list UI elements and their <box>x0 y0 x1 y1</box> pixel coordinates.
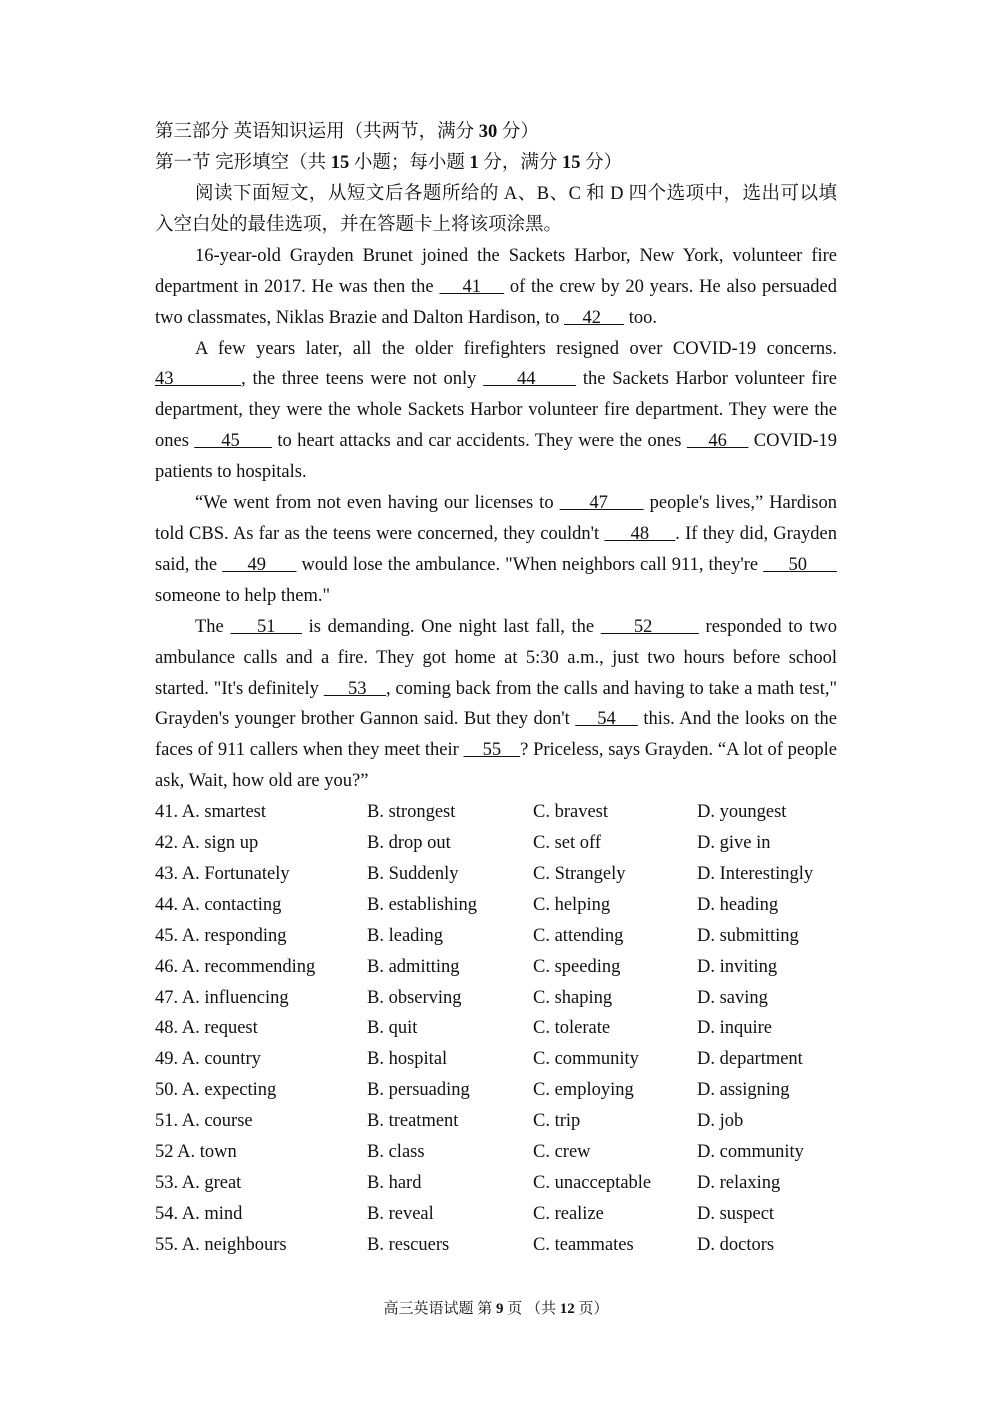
option-c: C. shaping <box>533 987 613 1008</box>
option-a: 44. A. contacting <box>155 894 282 915</box>
option-c: C. helping <box>533 894 611 915</box>
option-d: D. suspect <box>697 1203 775 1224</box>
option-row-54 <box>155 1199 837 1230</box>
option-a: 53. A. great <box>155 1173 242 1193</box>
blank-46: 46 <box>686 431 749 452</box>
option-row-51 <box>155 1106 837 1137</box>
option-b: B. hard <box>367 1173 422 1193</box>
passage-paragraph-4 <box>155 612 837 797</box>
question-count: 15 <box>330 153 350 173</box>
option-a: 48. A. request <box>155 1018 258 1039</box>
option-d: D. assigning <box>697 1080 790 1101</box>
page-footer <box>0 1299 992 1319</box>
option-c: C. Strangely <box>533 863 626 884</box>
blank-47: 47 <box>559 493 644 514</box>
option-a: 43. A. Fortunately <box>155 863 290 884</box>
passage-text: 16-year-old Grayden Brunet joined the Sackets Harbor, New York, volunteer fire department in 2017. He was then the <box>155 245 837 297</box>
option-b: B. reveal <box>367 1203 434 1224</box>
blank-55: 55 <box>463 740 521 761</box>
option-d: D. department <box>697 1049 803 1070</box>
option-d: D. saving <box>697 987 768 1008</box>
blank-42: 42 <box>563 307 625 328</box>
option-row-49 <box>155 1044 837 1075</box>
option-a: 41. A. smartest <box>155 802 266 823</box>
option-a: 45. A. responding <box>155 925 287 946</box>
blank-48: 48 <box>604 523 676 544</box>
option-b: B. quit <box>367 1018 418 1039</box>
passage-text: is demanding. One night last fall, the <box>302 616 601 637</box>
blank-45: 45 <box>194 431 272 452</box>
option-row-48 <box>155 1013 837 1044</box>
passage-text: too. <box>624 307 657 328</box>
option-row-41 <box>155 797 837 828</box>
total-pages: 12 <box>559 1301 575 1317</box>
footer-text: 页 （共 <box>503 1301 560 1317</box>
option-d: D. inquire <box>697 1018 773 1039</box>
passage-text: COVID-19 patients to hospitals. <box>155 431 837 483</box>
passage-text: would lose the ambulance. "When neighbors call 911, they're <box>296 554 764 575</box>
option-d: D. inviting <box>697 956 778 977</box>
passage-text: , coming back from the calls and having to take a math test," Grayden's younger brother Gannon said. But they don't <box>155 678 838 730</box>
option-c: C. set off <box>533 833 602 854</box>
passage-text: “We went from not even having our licenses to <box>195 493 560 514</box>
passage-text: responded to two ambulance calls and a fire. They got home at 5:30 a.m., just two hours before school started. "It's definitely <box>155 616 837 699</box>
footer-text: 页） <box>574 1301 609 1317</box>
option-b: B. establishing <box>367 894 477 915</box>
option-b: B. class <box>367 1142 425 1163</box>
option-c: C. speeding <box>533 956 621 977</box>
option-d: D. community <box>697 1142 804 1163</box>
points-each: 1 <box>469 153 479 173</box>
option-row-43 <box>155 859 837 890</box>
option-a: 50. A. expecting <box>155 1080 277 1101</box>
passage-paragraph-3 <box>155 488 837 612</box>
option-d: D. submitting <box>697 925 799 946</box>
option-b: B. treatment <box>367 1111 459 1132</box>
points-total: 15 <box>562 153 581 173</box>
option-a: 46. A. recommending <box>155 956 316 977</box>
page-number: 9 <box>495 1301 504 1317</box>
option-b: B. strongest <box>367 802 456 823</box>
option-c: C. community <box>533 1049 639 1070</box>
option-b: B. rescuers <box>367 1234 450 1255</box>
option-d: D. relaxing <box>697 1173 781 1193</box>
part-score: 30 <box>478 122 498 142</box>
passage-paragraph-2 <box>155 334 837 489</box>
option-a: 49. A. country <box>155 1049 261 1070</box>
option-a: 54. A. mind <box>155 1203 243 1224</box>
instructions: 阅读下面短文，从短文后各题所给的 A、B、C 和 D 四个选项中，选出可以填入空白处的最佳选项，并在答题卡上将该项涂黑。 <box>155 184 837 235</box>
option-c: C. attending <box>533 925 624 946</box>
option-c: C. tolerate <box>533 1018 611 1039</box>
blank-53: 53 <box>323 678 386 699</box>
option-b: B. persuading <box>367 1080 470 1101</box>
option-d: D. Interestingly <box>697 863 814 884</box>
option-a: 52 A. town <box>155 1142 237 1163</box>
passage-text: A few years later, all the older firefighters resigned over COVID-19 concerns. <box>195 338 837 359</box>
blank-44: 44 <box>483 369 577 390</box>
option-row-47 <box>155 983 837 1014</box>
option-row-55 <box>155 1230 837 1261</box>
part-heading <box>155 117 837 148</box>
option-a: 47. A. influencing <box>155 987 289 1008</box>
option-c: C. realize <box>533 1203 604 1224</box>
part-heading-text: 第三部分 英语知识运用（共两节，满分 <box>155 122 479 142</box>
exam-page <box>155 117 837 1261</box>
passage-text: people's lives,” Hardison told CBS. As far as the teens were concerned, they couldn't <box>155 493 838 544</box>
option-d: D. heading <box>697 894 779 915</box>
passage-text: ? Priceless, says Grayden. “A lot of people ask, Wait, how old are you?” <box>155 740 837 792</box>
option-c: C. crew <box>533 1142 591 1163</box>
blank-49: 49 <box>222 554 297 575</box>
option-row-44 <box>155 890 837 921</box>
option-b: B. observing <box>367 987 462 1008</box>
passage-text: someone to help them." <box>155 585 331 606</box>
option-c: C. unacceptable <box>533 1173 652 1193</box>
passage-text: this. And the looks on the faces of 911 callers when they meet their <box>155 709 837 761</box>
passage-text: of the crew by 20 years. He also persuaded two classmates, Niklas Brazie and Dalton Hardison, to <box>155 276 838 328</box>
passage-paragraph-1 <box>155 241 837 334</box>
option-b: B. Suddenly <box>367 863 459 884</box>
option-row-53 <box>155 1168 837 1199</box>
option-b: B. leading <box>367 925 444 946</box>
option-c: C. trip <box>533 1111 581 1132</box>
passage-text: , the three teens were not only <box>241 369 484 390</box>
options-list <box>155 797 837 1261</box>
section-heading-suffix: 分） <box>580 153 623 173</box>
option-row-52 <box>155 1137 837 1168</box>
part-heading-suffix: 分） <box>497 122 539 142</box>
option-d: D. youngest <box>697 802 787 823</box>
blank-41: 41 <box>439 276 505 297</box>
option-d: D. give in <box>697 833 771 854</box>
section-heading-text: 第一节 完形填空（共 <box>155 153 331 173</box>
blank-50: 50 <box>763 554 837 575</box>
option-row-42 <box>155 828 837 859</box>
blank-43: 43 <box>155 369 242 390</box>
option-d: D. doctors <box>697 1234 775 1255</box>
option-c: C. bravest <box>533 802 609 823</box>
passage-text: The <box>195 616 231 637</box>
passage-text: . If they did, Grayden said, the <box>155 523 837 575</box>
option-a: 51. A. course <box>155 1111 253 1132</box>
blank-54: 54 <box>575 709 638 730</box>
option-b: B. admitting <box>367 956 460 977</box>
option-b: B. hospital <box>367 1049 448 1070</box>
option-row-45 <box>155 921 837 952</box>
section-heading <box>155 148 837 179</box>
section-heading-mid1: 小题；每小题 <box>349 153 470 173</box>
option-row-50 <box>155 1075 837 1106</box>
passage-text: to heart attacks and car accidents. They were the ones <box>272 431 687 452</box>
section-heading-mid2: 分，满分 <box>478 153 563 173</box>
option-d: D. job <box>697 1111 744 1132</box>
blank-52: 52 <box>600 616 699 637</box>
option-c: C. teammates <box>533 1234 634 1255</box>
option-a: 55. A. neighbours <box>155 1234 287 1255</box>
option-b: B. drop out <box>367 833 451 854</box>
passage-text: the Sackets Harbor volunteer fire department, they were the whole Sackets Harbor volunteer fire department. They were the ones <box>155 369 837 452</box>
option-a: 42. A. sign up <box>155 833 259 854</box>
footer-text: 高三英语试题 第 <box>383 1301 496 1317</box>
option-row-46 <box>155 952 837 983</box>
option-c: C. employing <box>533 1080 634 1101</box>
blank-51: 51 <box>230 616 303 637</box>
